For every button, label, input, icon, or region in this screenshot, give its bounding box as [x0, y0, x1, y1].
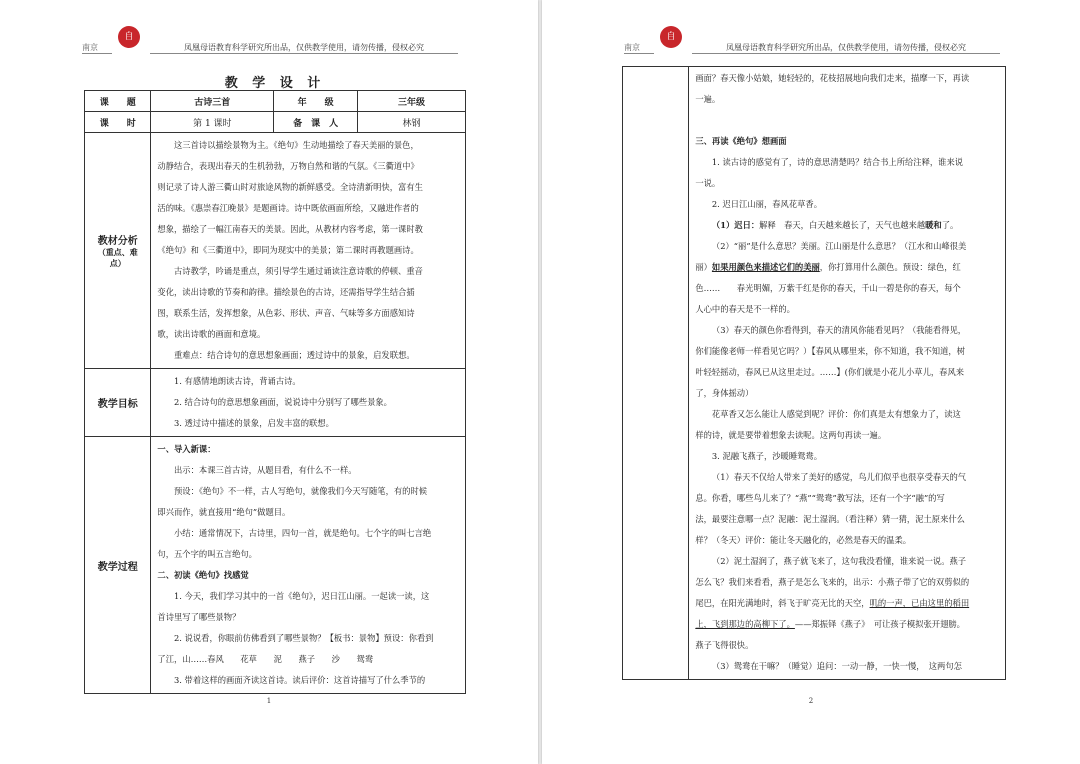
text-line: （3）鸳鸯在干嘛？（睡觉）追问：一动一静，一快一慢， 这两句怎 [711, 661, 962, 671]
analysis-line: 重难点：结合诗句的意思想象画面；透过诗中的景象，启发联想。 [174, 350, 415, 360]
text-line: 法，最要注意哪一点？泥融：泥土湿润。（看注释）猜一猜，泥土原来什么 [695, 514, 965, 524]
grade-value: 三年级 [358, 91, 466, 112]
analysis-line: 图，联系生活，发挥想象，从色彩、形状、声音、气味等多方面感知诗 [157, 308, 415, 318]
text-line: （2）“丽”是什么意思？美丽。江山丽是什么意思？（江水和山峰很美 [711, 241, 967, 251]
text-run: 叽的一声，已由这里的稻田 [869, 598, 970, 608]
process-content [151, 437, 466, 694]
analysis-line: 《绝句》和《三衢道中》，即同为现实中的美景；第二课时再教题画诗。 [157, 245, 419, 255]
process-label: 教学过程 [85, 437, 151, 694]
goal-item: 2. 结合诗句的意思想象画面，说说诗中分别写了哪些景象。 [174, 397, 392, 407]
goal-item: 1. 有感情地朗读古诗，背诵古诗。 [174, 376, 301, 386]
text-run: 了。 [941, 220, 959, 230]
process-line: 出示：本课三首古诗，从题目看，有什么不一样。 [174, 465, 357, 475]
teacher-value: 林钢 [358, 112, 466, 133]
analysis-sub-1: （重点、难 [97, 248, 138, 257]
text-line: 叶轻轻摇动，春风已从这里走过。……】(你们就是小花儿小草儿，春风来 [695, 367, 965, 377]
text-line: 1. 读古诗的感觉有了，诗的意思清楚吗？结合书上所给注释，谁来说 [711, 157, 964, 167]
text-line: 花草香又怎么能让人感觉到呢？评价：你们真是太有想象力了，读这 [711, 409, 961, 419]
analysis-sub-2: 点） [109, 259, 126, 268]
analysis-content [151, 133, 466, 369]
header-rule-left [82, 53, 112, 54]
grade-label: 年 级 [274, 91, 358, 112]
text-line: 你们能像老师一样看见它吗？）【春风从哪里来，你不知道，我不知道，树 [695, 346, 965, 356]
analysis-line: 变化，读出诗歌的节奏和韵律。描绘景色的古诗，还需指导学生结合插 [157, 287, 415, 297]
header-right-text: 凤凰母语教育科学研究所出品，仅供教学使用，请勿传播，侵权必究 [184, 43, 424, 52]
analysis-line: 想象，描绘了一幅江南春天的美景。因此，从教材内容考虑，第一课时教 [157, 224, 423, 234]
analysis-label-text: 教材分析 [97, 236, 138, 247]
header-rule [150, 53, 458, 54]
row-goals [85, 369, 466, 437]
header-right-text: 凤凰母语教育科学研究所出品，仅供教学使用，请勿传播，侵权必究 [726, 43, 966, 52]
seal-logo: 自 [660, 26, 682, 48]
seal-logo: 自 [118, 26, 140, 48]
text-run: 如果用颜色来描述它们的美丽 [711, 262, 820, 272]
process-line: 小结：通常情况下，古诗里，四句一首，就是绝句。七个字的叫七言绝 [174, 528, 432, 538]
period-label: 课 时 [85, 112, 151, 133]
text-line: （2）泥土湿润了，燕子就飞来了，这句我没看懂，谁来说一说。燕子 [711, 556, 967, 566]
text-line: 3. 泥融飞燕子，沙暖睡鸳鸯。 [711, 451, 823, 461]
row-process-cont [623, 67, 1006, 680]
text-line [695, 257, 1000, 278]
process-line: 预设：《绝句》不一样，古人写绝句，就像我们今天写随笔，有的时候 [174, 486, 428, 496]
page-number: 1 [266, 697, 272, 705]
analysis-line: 活的味。《惠崇春江晚景》是题画诗。诗中既依画面所绘，又融进作者的 [157, 203, 419, 213]
topic-label: 课 题 [85, 91, 151, 112]
text-run: 丽） [695, 262, 712, 272]
header-rule [692, 53, 1000, 54]
text-run: （1）迟日： [711, 220, 760, 230]
continued-table [622, 66, 1006, 680]
teacher-label: 备 课 人 [274, 112, 358, 133]
page-2 [542, 0, 1080, 764]
page-header [542, 22, 1080, 62]
header-rule-left [624, 53, 654, 54]
text-line: 燕子飞得很快。 [695, 640, 754, 650]
text-line: 样的诗，就是要带着想象去读呢。这两句再读一遍。 [695, 430, 887, 440]
period-value: 第 1 课时 [151, 112, 274, 133]
text-line: 息。你看，哪些鸟儿来了？“燕”“鸳鸯”教写法，还有一个字“融”的写 [695, 493, 945, 503]
section-heading: 二、初读《绝句》找感觉 [157, 570, 249, 580]
process-line: 3. 带着这样的画面齐读这首诗。读后评价：这首诗描写了什么季节的 [174, 675, 426, 685]
text-line: 怎么飞？我们来看看，燕子是怎么飞来的，出示：小燕子带了它的双剪似的 [695, 577, 970, 587]
text-run: 暖和 [925, 220, 942, 230]
process-continued-content [689, 67, 1006, 680]
analysis-line: 古诗教学，吟诵是重点，须引导学生通过诵读注意诗歌的停顿、重音 [174, 266, 423, 276]
page-number: 2 [808, 697, 814, 705]
process-label-empty [623, 67, 689, 680]
row-topic [85, 91, 466, 112]
text-line: 一说。 [695, 178, 721, 188]
process-line: 即兴而作，就直接用“绝句”做题目。 [157, 507, 291, 517]
text-line: 样？（冬天）评价：能让冬天融化的，必然是春天的温柔。 [695, 535, 912, 545]
text-line: 一遍。 [695, 94, 721, 104]
page-1 [0, 0, 538, 764]
analysis-line: 动静结合，表现出春天的生机勃勃，万物自然和谐的气氛。《三衢道中》 [157, 161, 419, 171]
process-line: 首诗里写了哪些景物？ [157, 612, 241, 622]
text-run: 尾巴，在阳光满地时，斜飞于旷亮无比的天空， [695, 598, 870, 608]
text-line: 人心中的春天是不一样的。 [695, 304, 795, 314]
text-line: （3）春天的颜色你看得到，春天的清风你能看见吗？（我能看得见， [711, 325, 967, 335]
text-line [695, 215, 1000, 236]
process-line: 2. 说说看，你眼前仿佛看到了哪些景物？【板书：景物】预设：你看到 [174, 633, 434, 643]
header-left-text: 南京 [624, 43, 640, 52]
text-line: 画面？春天像小姑娘，她轻轻的，花枝招展地向我们走来，描摩一下，再读 [695, 73, 970, 83]
row-period [85, 112, 466, 133]
lesson-table [84, 90, 466, 694]
goal-item: 3. 透过诗中描述的景象，启发丰富的联想。 [174, 418, 334, 428]
text-line: （1）春天不仅给人带来了美好的感觉，鸟儿们似乎也很享受春天的气 [711, 472, 967, 482]
section-heading: 三、再读《绝句》想画面 [695, 136, 787, 146]
process-line: 句，五个字的叫五言绝句。 [157, 549, 257, 559]
spacer [695, 110, 1000, 131]
goals-content [151, 369, 466, 437]
analysis-line: 这三首诗以描绘景物为主。《绝句》生动地描绘了春天美丽的景色， [174, 140, 419, 150]
text-line: 了，身体摇动） [695, 388, 754, 398]
header-left-text: 南京 [82, 43, 98, 52]
analysis-line: 歌，读出诗歌的画面和意境。 [157, 329, 266, 339]
topic-value: 古诗三首 [151, 91, 274, 112]
document-title: 教 学 设 计 [224, 76, 326, 91]
text-line [695, 614, 1000, 635]
text-run: 上，飞到那边的高柳下了。 [695, 619, 795, 629]
section-heading: 一、导入新课： [157, 444, 216, 454]
text-line: 2. 迟日江山丽，春风花草香。 [711, 199, 823, 209]
page-header [0, 22, 538, 62]
goals-label: 教学目标 [85, 369, 151, 437]
text-run: ——郑振铎《燕子》 可让孩子模拟张开翅膀。 [794, 619, 965, 629]
text-line [695, 593, 1000, 614]
text-line: 色…… 春光明媚，万紫千红是你的春天，千山一碧是你的春天，每个 [695, 283, 961, 293]
process-line: 1. 今天，我们学习其中的一首《绝句》，迟日江山丽。一起读一读，这 [174, 591, 430, 601]
process-line: 了江，山……春风 花草 泥 燕子 沙 鸳鸯 [157, 654, 374, 664]
row-analysis [85, 133, 466, 369]
text-run: ，你打算用什么颜色。预设：绿色，红 [819, 262, 961, 272]
analysis-label [85, 133, 151, 369]
analysis-line: 则记录了诗人游三衢山时对旅途风物的新鲜感受。全诗清新明快，富有生 [157, 182, 423, 192]
text-run: 解释 春天，白天越来越长了，天气也越来越 [759, 220, 926, 230]
row-process [85, 437, 466, 694]
